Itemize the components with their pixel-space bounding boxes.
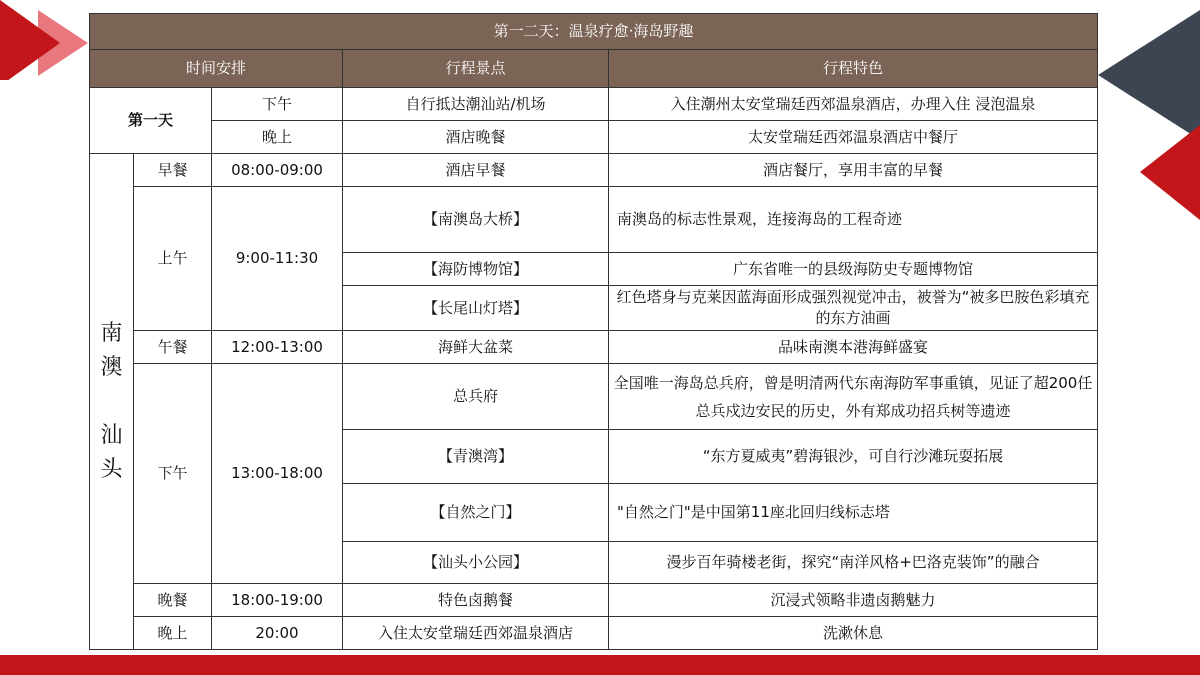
spot-cell: 【青澳湾】 xyxy=(343,430,609,484)
feature-cell: 入住潮州太安堂瑞廷西郊温泉酒店，办理入住 浸泡温泉 xyxy=(609,88,1098,121)
period-cell: 午餐 xyxy=(134,331,212,364)
place-char: 澳 xyxy=(100,354,123,380)
table-row xyxy=(90,88,1098,121)
spot-cell: 【汕头小公园】 xyxy=(343,542,609,584)
header-feature: 行程特色 xyxy=(609,50,1098,88)
right-red-triangle-decoration xyxy=(1140,125,1200,220)
feature-cell: 漫步百年骑楼老街，探究“南洋风格+巴洛克装饰”的融合 xyxy=(609,542,1098,584)
period-cell: 下午 xyxy=(212,88,343,121)
time-cell: 13:00-18:00 xyxy=(212,364,343,584)
header-spot: 行程景点 xyxy=(343,50,609,88)
spot-cell: 【南澳岛大桥】 xyxy=(343,187,609,253)
period-cell: 早餐 xyxy=(134,154,212,187)
place-gap xyxy=(94,385,129,419)
table-row xyxy=(90,364,1098,430)
spot-cell: 海鲜大盆菜 xyxy=(343,331,609,364)
feature-cell: 广东省唯一的县级海防史专题博物馆 xyxy=(609,253,1098,286)
day1-label: 第一天 xyxy=(90,88,212,154)
spot-cell: 总兵府 xyxy=(343,364,609,430)
table-row xyxy=(90,154,1098,187)
header-time: 时间安排 xyxy=(90,50,343,88)
time-cell: 20:00 xyxy=(212,617,343,650)
bottom-red-bar xyxy=(0,655,1200,675)
time-cell: 08:00-09:00 xyxy=(212,154,343,187)
spot-cell: 【自然之门】 xyxy=(343,484,609,542)
feature-cell: "自然之门"是中国第11座北回归线标志塔 xyxy=(609,484,1098,542)
period-cell: 下午 xyxy=(134,364,212,584)
table-row xyxy=(90,121,1098,154)
time-cell: 9:00-11:30 xyxy=(212,187,343,331)
feature-cell: “东方夏威夷”碧海银沙，可自行沙滩玩耍拓展 xyxy=(609,430,1098,484)
place-char: 汕 xyxy=(100,422,123,448)
place-char: 头 xyxy=(100,456,123,482)
place-vertical-label xyxy=(90,154,134,650)
period-cell: 晚上 xyxy=(134,617,212,650)
left-arrow-decoration xyxy=(0,0,95,80)
table-row xyxy=(90,617,1098,650)
spot-cell: 入住太安堂瑞廷西郊温泉酒店 xyxy=(343,617,609,650)
period-cell: 晚餐 xyxy=(134,584,212,617)
spot-cell: 酒店早餐 xyxy=(343,154,609,187)
table-row xyxy=(90,187,1098,253)
period-cell: 晚上 xyxy=(212,121,343,154)
period-cell: 上午 xyxy=(134,187,212,331)
time-cell: 12:00-13:00 xyxy=(212,331,343,364)
table-row xyxy=(90,331,1098,364)
feature-cell: 洗漱休息 xyxy=(609,617,1098,650)
spot-cell: 酒店晚餐 xyxy=(343,121,609,154)
feature-cell: 太安堂瑞廷西郊温泉酒店中餐厅 xyxy=(609,121,1098,154)
time-cell: 18:00-19:00 xyxy=(212,584,343,617)
feature-cell: 品味南澳本港海鲜盛宴 xyxy=(609,331,1098,364)
table-row xyxy=(90,584,1098,617)
feature-cell: 酒店餐厅，享用丰富的早餐 xyxy=(609,154,1098,187)
spot-cell: 【长尾山灯塔】 xyxy=(343,286,609,331)
feature-cell: 南澳岛的标志性景观，连接海岛的工程奇迹 xyxy=(609,187,1098,253)
spot-cell: 自行抵达潮汕站/机场 xyxy=(343,88,609,121)
feature-cell: 沉浸式领略非遗卤鹅魅力 xyxy=(609,584,1098,617)
table-title: 第一二天：温泉疗愈·海岛野趣 xyxy=(90,14,1098,50)
spot-cell: 【海防博物馆】 xyxy=(343,253,609,286)
place-char: 南 xyxy=(100,320,123,346)
spot-cell: 特色卤鹅餐 xyxy=(343,584,609,617)
feature-cell: 红色塔身与克莱因蓝海面形成强烈视觉冲击，被誉为“被多巴胺色彩填充的东方油画 xyxy=(609,286,1098,331)
itinerary-table xyxy=(89,13,1098,650)
feature-cell: 全国唯一海岛总兵府，曾是明清两代东南海防军事重镇，见证了超200任总兵戍边安民的历史，外有郑成功招兵树等遗迹 xyxy=(609,364,1098,430)
right-slate-triangle-decoration xyxy=(1098,10,1200,140)
